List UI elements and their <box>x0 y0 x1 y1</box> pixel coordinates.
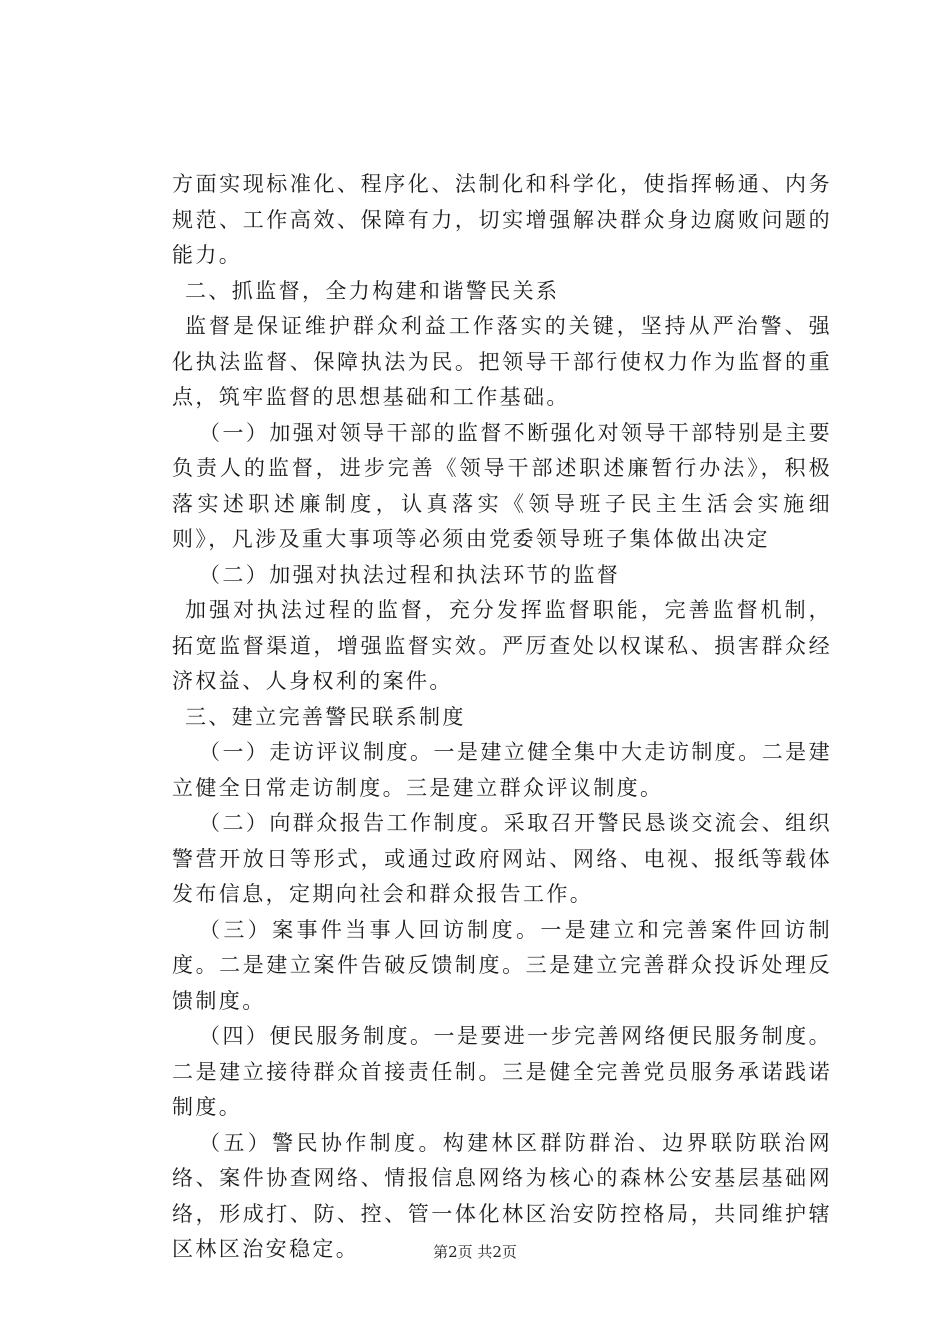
paragraph-item-2-1: （一）加强对领导干部的监督不断强化对领导干部特别是主要负责人的监督，进步完善《领导干部述职述廉暂行办法》，积极落实述职述廉制度，认真落实《领导班子民主生活会实施细则》，凡涉及重大事项等必须由党委领导班子集体做出决定 <box>172 420 832 551</box>
section-heading-3: 三、建立完善警民联系制度 <box>185 704 466 729</box>
paragraph-item-3-5: （五）警民协作制度。构建林区群防群治、边界联防联治网络、案件协查网络、情报信息网络为核心的森林公安基层基础网络，形成打、防、控、管一体化林区治安防控格局，共同维护辖区林区治安稳定。 <box>172 1130 832 1261</box>
subheading-2-2: （二）加强对执法过程和执法环节的监督 <box>199 562 621 587</box>
page-number-label: 第2页 共2页 <box>433 1243 517 1261</box>
page-footer <box>0 1241 950 1262</box>
paragraph-item-3-4: （四）便民服务制度。一是要进一步完善网络便民服务制度。二是建立接待群众首接责任制。三是健全完善党员服务承诺践诺制度。 <box>172 1024 832 1119</box>
paragraph-item-3-2: （二）向群众报告工作制度。采取召开警民恳谈交流会、组织警营开放日等形式，或通过政府网站、网络、电视、报纸等载体发布信息，定期向社会和群众报告工作。 <box>172 811 832 906</box>
section-heading-2: 二、抓监督，全力构建和谐警民关系 <box>185 278 560 303</box>
paragraph-enforcement: 加强对执法过程的监督，充分发挥监督职能，完善监督机制，拓宽监督渠道，增强监督实效。严厉查处以权谋私、损害群众经济权益、人身权利的案件。 <box>172 598 832 693</box>
paragraph-item-3-1: （一）走访评议制度。一是建立健全集中大走访制度。二是建立健全日常走访制度。三是建立群众评议制度。 <box>172 740 832 800</box>
document-body <box>172 167 832 1268</box>
paragraph-continuation: 方面实现标准化、程序化、法制化和科学化，使指挥畅通、内务规范、工作高效、保障有力，切实增强解决群众身边腐败问题的能力。 <box>172 172 832 267</box>
paragraph-supervision: 监督是保证维护群众利益工作落实的关键，坚持从严治警、强化执法监督、保障执法为民。把领导干部行使权力作为监督的重点，筑牢监督的思想基础和工作基础。 <box>172 314 832 409</box>
paragraph-item-3-3: （三）案事件当事人回访制度。一是建立和完善案件回访制度。二是建立案件告破反馈制度。三是建立完善群众投诉处理反馈制度。 <box>172 917 832 1013</box>
